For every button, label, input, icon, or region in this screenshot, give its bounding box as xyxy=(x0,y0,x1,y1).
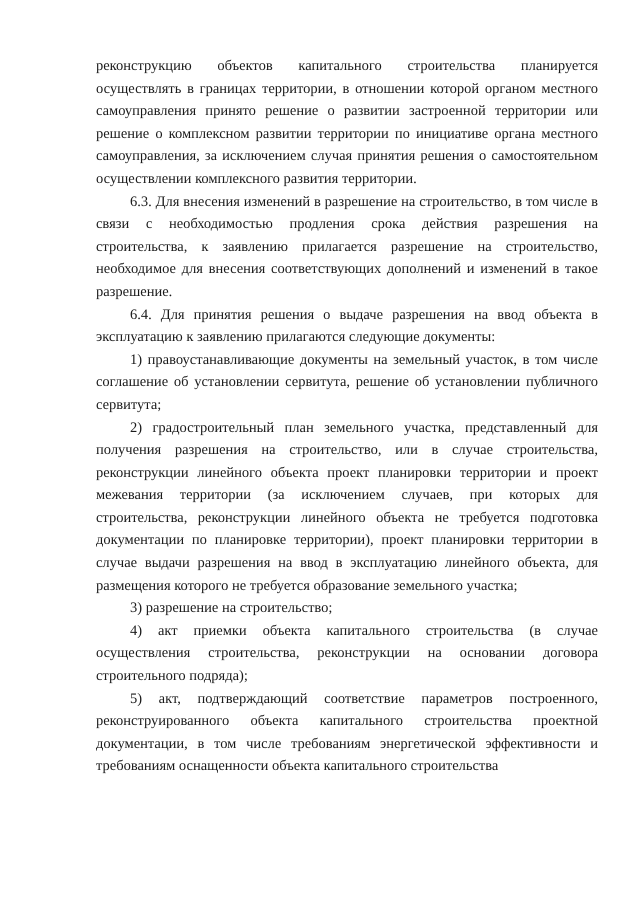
list-item-5: 5) акт, подтверждающий соответствие параметров построенного, реконструированного объекта капитального строительства проектной документации, в том числе требованиям энергетической эффективности и требованиям оснащенности объекта капитального строительства xyxy=(96,690,598,775)
paragraph-continuation: реконструкцию объектов капитального строительства планируется осуществлять в границах территории, в отношении которой органом местного самоуправления принято решение о развитии застроенной территории или решение о комплексном развитии территории по инициативе органа местного самоуправления, за исключением случая принятия решения о самостоятельном осуществлении комплексного развития территории. xyxy=(96,58,598,187)
list-item-3: 3) разрешение на строительство; xyxy=(130,600,333,617)
list-item-1: 1) правоустанавливающие документы на земельный участок, в том числе соглашение об установлении сервитута, решение об установлении публичного сервитута; xyxy=(96,351,598,413)
paragraph-6-4: 6.4. Для принятия решения о выдаче разрешения на ввод объекта в эксплуатацию к заявлению прилагаются следующие документы: xyxy=(96,306,598,346)
paragraph-6-3: 6.3. Для внесения изменений в разрешение на строительство, в том числе в связи с необходимостью продления срока действия разрешения на строительства, к заявлению прилагается разрешение на строительство, необходимое для внесения соответствующих дополнений и изменений в такое разрешение. xyxy=(96,193,598,300)
document-body xyxy=(96,55,598,778)
list-item-2: 2) градостроительный план земельного участка, представленный для получения разрешения на строительство, или в случае строительства, реконструкции линейного объекта проект планировки территории и проект межевания территории (за исключением случаев, при которых для строительства, реконструкции линейного объекта не требуется подготовка документации по планировке территории), проект планировки территории в случае выдачи разрешения на ввод в эксплуатацию линейного объекта, для размещения которого не требуется образование земельного участка; xyxy=(96,419,598,594)
list-item-4: 4) акт приемки объекта капитального строительства (в случае осуществления строительства, реконструкции на основании договора строительного подряда); xyxy=(96,622,598,685)
